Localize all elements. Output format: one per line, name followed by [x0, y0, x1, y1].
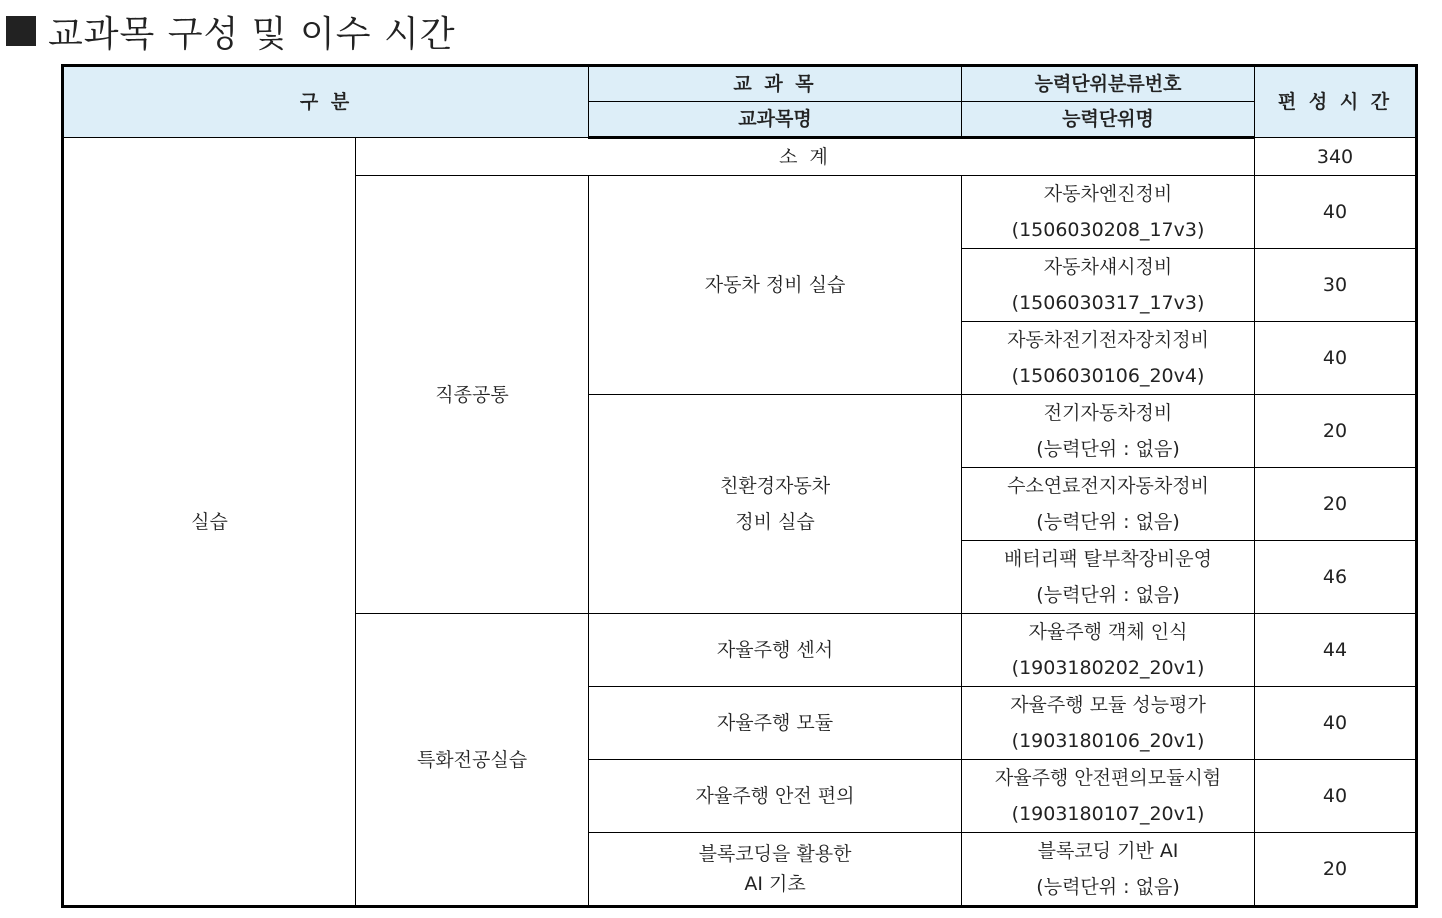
subject-cell — [589, 395, 962, 614]
hours-cell: 46 — [1255, 541, 1417, 614]
group-cell: 직종공통 — [356, 176, 589, 614]
unit-code: (1903180106_20v1) — [1011, 730, 1205, 752]
unit-cell — [962, 395, 1255, 468]
unit-cell — [962, 322, 1255, 395]
subject-line: 정비 실습 — [735, 511, 815, 533]
square-bullet-icon — [6, 16, 36, 46]
subtotal-hours: 340 — [1255, 138, 1417, 176]
unit-name: 자동차전기전자장치정비 — [1007, 329, 1209, 351]
hours-cell: 44 — [1255, 614, 1417, 687]
hours-cell: 20 — [1255, 468, 1417, 541]
subject-line: 자동차 정비 실습 — [704, 274, 846, 296]
hours-cell: 20 — [1255, 395, 1417, 468]
unit-name: 배터리팩 탈부착장비운영 — [1004, 548, 1212, 570]
subject-cell — [589, 176, 962, 395]
unit-name: 자동차섀시정비 — [1043, 256, 1173, 278]
hours-cell: 40 — [1255, 760, 1417, 833]
page-title — [6, 6, 456, 56]
unit-code: (1903180107_20v1) — [1011, 803, 1205, 825]
subtotal-label: 소 계 — [356, 138, 1255, 176]
unit-name: 수소연료전지자동차정비 — [1007, 475, 1209, 497]
unit-cell — [962, 833, 1255, 907]
hours-cell: 20 — [1255, 833, 1417, 907]
subject-line: 자율주행 센서 — [716, 639, 834, 661]
curriculum-table — [61, 64, 1418, 908]
hours-cell: 30 — [1255, 249, 1417, 322]
unit-cell — [962, 614, 1255, 687]
main-category-cell: 실습 — [63, 138, 356, 907]
unit-code: (능력단위 : 없음) — [1036, 511, 1180, 533]
unit-name: 자율주행 안전편의모듈시험 — [994, 767, 1222, 789]
unit-name: 전기자동차정비 — [1043, 402, 1173, 424]
header-hours: 편 성 시 간 — [1255, 66, 1417, 138]
unit-name: 자동차엔진정비 — [1043, 183, 1173, 205]
hours-cell: 40 — [1255, 176, 1417, 249]
unit-code: (1903180202_20v1) — [1011, 657, 1205, 679]
unit-code: (능력단위 : 없음) — [1036, 876, 1180, 898]
unit-cell — [962, 176, 1255, 249]
page-title-text: 교과목 구성 및 이수 시간 — [48, 13, 456, 55]
hours-cell: 40 — [1255, 322, 1417, 395]
unit-code: (1506030208_17v3) — [1011, 219, 1205, 241]
unit-cell — [962, 249, 1255, 322]
unit-code: (능력단위 : 없음) — [1036, 584, 1180, 606]
unit-code: (능력단위 : 없음) — [1036, 438, 1180, 460]
subject-cell — [589, 760, 962, 833]
header-category: 구 분 — [63, 66, 589, 138]
subject-line: 블록코딩을 활용한 — [698, 843, 852, 865]
header-subject-name: 교과목명 — [589, 102, 962, 138]
subject-line: AI 기초 — [744, 873, 806, 895]
subject-line: 자율주행 안전 편의 — [695, 785, 855, 807]
subject-line: 친환경자동차 — [719, 475, 831, 497]
unit-name: 블록코딩 기반 AI — [1037, 840, 1179, 862]
unit-code: (1506030317_17v3) — [1011, 292, 1205, 314]
unit-name: 자율주행 객체 인식 — [1028, 621, 1188, 643]
group-cell: 특화전공실습 — [356, 614, 589, 907]
header-ncs-name: 능력단위명 — [962, 102, 1255, 138]
unit-cell — [962, 541, 1255, 614]
unit-name: 자율주행 모듈 성능평가 — [1010, 694, 1206, 716]
unit-cell — [962, 687, 1255, 760]
unit-cell — [962, 760, 1255, 833]
unit-code: (1506030106_20v4) — [1011, 365, 1205, 387]
header-ncs-code: 능력단위분류번호 — [962, 66, 1255, 102]
unit-cell — [962, 468, 1255, 541]
subject-cell — [589, 833, 962, 907]
subject-line: 자율주행 모듈 — [716, 712, 834, 734]
header-subject: 교 과 목 — [589, 66, 962, 102]
hours-cell: 40 — [1255, 687, 1417, 760]
subject-cell — [589, 687, 962, 760]
subject-cell — [589, 614, 962, 687]
